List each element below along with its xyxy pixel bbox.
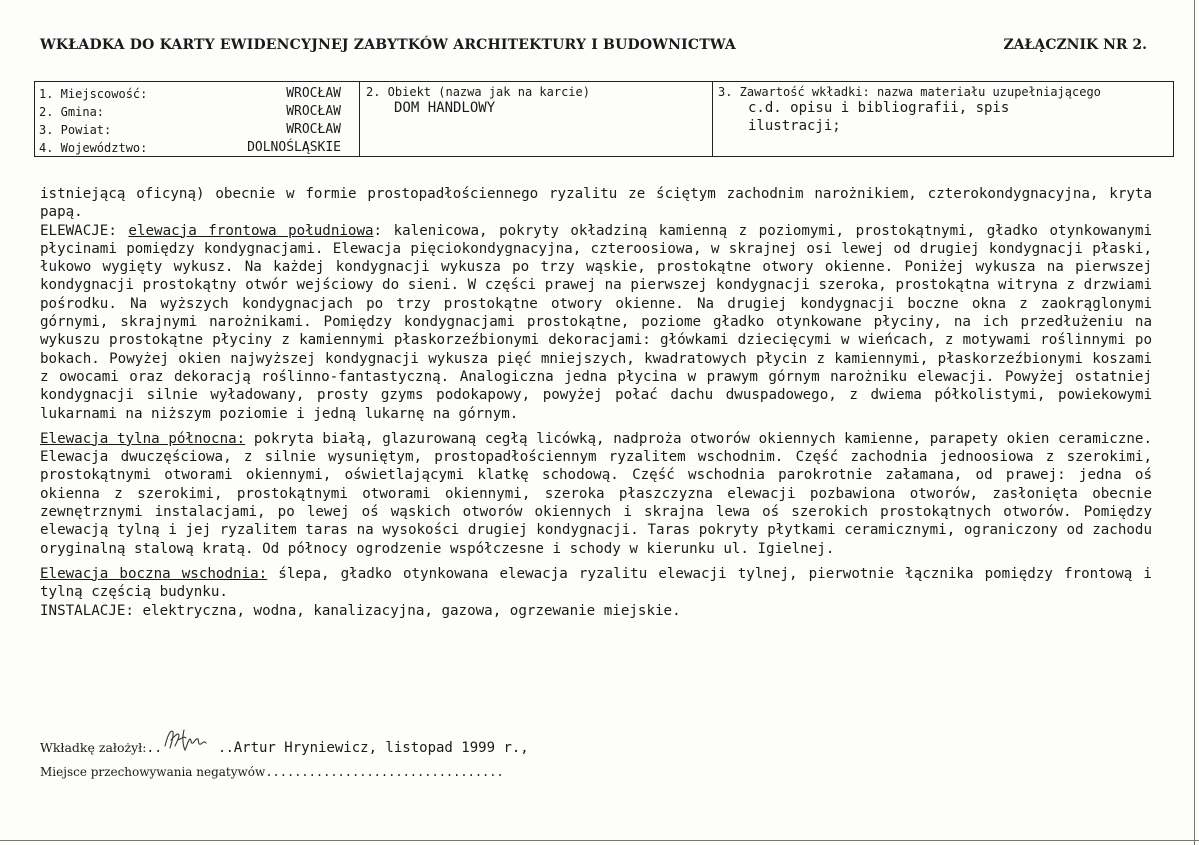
handwritten-signature	[162, 726, 218, 752]
negatives-location-dots: .................................	[265, 765, 504, 779]
created-by-dots: ..	[146, 741, 163, 756]
side-elevation-paragraph	[40, 565, 1152, 602]
negatives-location-label: Miejsce przechowywania negatywów	[40, 765, 266, 779]
side-elevation-heading: Elewacja boczna wschodnia:	[40, 565, 268, 582]
attachment-number: ZAŁĄCZNIK NR 2.	[1003, 37, 1147, 53]
location-label: 2. Gmina:	[39, 105, 105, 119]
location-value: DOLNOŚLĄSKIE	[247, 140, 341, 155]
location-label: 1. Miejscowość:	[39, 87, 148, 101]
object-value: DOM HANDLOWY	[394, 100, 496, 116]
elevations-paragraph	[40, 222, 1152, 423]
contents-value-line-1: c.d. opisu i bibliografii, spis	[748, 100, 1010, 116]
location-value: WROCŁAW	[286, 104, 341, 119]
contents-cell	[713, 82, 1173, 156]
elevations-label: ELEWACJE:	[40, 222, 129, 239]
location-row	[39, 85, 359, 103]
created-by-value: Artur Hryniewicz, listopad 1999 r.,	[233, 740, 529, 756]
created-by-dots: ..	[218, 741, 234, 756]
right-edge-line	[1194, 0, 1195, 845]
description-paragraph: istniejącą oficyną) obecnie w formie prostopadłościennego ryzalitu ze ściętym zachodnim narożnikiem, czterokondygnacyjna, kryta papą.	[40, 186, 1152, 221]
location-row	[39, 103, 359, 121]
rear-elevation-heading: Elewacja tylna północna:	[40, 430, 246, 447]
front-elevation-heading: elewacja frontowa południowa	[128, 222, 374, 239]
location-cell	[35, 82, 360, 156]
rear-elevation-text: pokryta białą, glazurowaną cegłą licówką, nadproża otworów okiennych kamienne, parapety okien ceramiczne. Elewacja dwuczęściowa, z silnie wysuniętym, prostopadłościennym ryzalitem wschodnim. Część zachodnia jednoosiowa z szerokimi, prostokątnymi otworami okiennymi, oświetlającymi klatkę schodową. Część wschodnia parokrotnie załamana, od prawej: jedna oś okienna z szerokimi, prostokątnymi otworami okiennymi, szeroka płaszczyzna elewacji pozbawiona otworów, zasłonięta obecnie zewnętrznymi instalacjami, po lewej oś wąskich otworów okiennych i skrajna lewa oś szerokich prostokątnych otworów. Pomiędzy elewacją tylną i jej ryzalitem taras na wysokości drugiej kondygnacji. Taras pokryty płytkami ceramicznymi, ograniczony od zachodu oryginalną stalową kratą. Od północy ogrodzenie współczesne i schody w kierunku ul. Igielnej.	[40, 430, 1152, 557]
side-elevation-text: ślepa, gładko otynkowana elewacja ryzalitu elewacji tylnej, pierwotnie łącznika pomiędzy frontową i tylną częścią budynku.	[40, 565, 1152, 601]
location-label: 3. Powiat:	[39, 123, 112, 137]
location-row	[39, 121, 359, 139]
document-title: WKŁADKA DO KARTY EWIDENCYJNEJ ZABYTKÓW ARCHITEKTURY I BUDOWNICTWA	[40, 37, 736, 53]
location-value: WROCŁAW	[286, 122, 341, 137]
object-label: 2. Obiekt (nazwa jak na karcie)	[366, 85, 590, 99]
bottom-edge-line	[0, 840, 1199, 841]
rear-elevation-paragraph	[40, 430, 1152, 558]
contents-value-line-2: ilustracji;	[748, 118, 841, 134]
created-by-label: Wkładkę założył:	[40, 740, 147, 755]
installations-paragraph: INSTALACJE: elektryczna, wodna, kanalizacyjna, gazowa, ogrzewanie miejskie.	[40, 602, 681, 619]
location-value: WROCŁAW	[286, 86, 341, 101]
negatives-location-line	[40, 765, 504, 779]
object-cell	[360, 82, 713, 156]
location-row	[39, 139, 359, 157]
location-label: 4. Województwo:	[39, 141, 148, 155]
front-elevation-text: : kalenicowa, pokryty okładziną kamienną z poziomymi, prostokątnymi, gładko otynkowanymi płycinami pomiędzy kondygnacjami. Elewacja pięciokondygnacyjna, czteroosiowa, w skrajnej osi lewej od drugiej kondygnacji płaski, łukowo wygięty wykusz. Na każdej kondygnacji wykusza po trzy wąskie, prostokątne otwory okienne. Poniżej wykusza na pierwszej kondygnacji prostokątny otwór wejściowy do sieni. W części prawej na pierwszej kondygnacji szeroka, prostokątna witryna z drzwiami pośrodku. Na wyższych kondygnacjach po trzy prostokątne otwory okienne. Na drugiej kondygnacji boczne okna z zaokrąglonymi górnymi, skrajnymi narożnikami. Pomiędzy kondygnacjami prostokątne, poziome gładko otynkowane płyciny, na ich przedłużeniu na wykuszu prostokątne płyciny z kamiennymi płaskorzeźbionymi dekoracjami: główkami dziecięcymi w wieńcach, z motywami roślinnymi po bokach. Powyżej okien najwyższej kondygnacji wykusza pięć mniejszych, kwadratowych płycin z kamiennymi, płaskorzeźbionymi koszami z owocami oraz dekoracją roślinno-fantastyczną. Analogiczna jedna płycina w prawym górnym narożniku elewacji. Powyżej ostatniej kondygnacji silnie wyładowany, prosty gzyms podokapowy, powyżej połać dachu dwuspadowego, z dwiema półkolistymi, powiekowymi lukarnami na niższym poziomie i jedną lukarnę na górnym.	[40, 222, 1152, 422]
created-by-line	[40, 726, 529, 756]
description-body	[40, 185, 1152, 620]
contents-label: 3. Zawartość wkładki: nazwa materiału uzupełniającego	[718, 85, 1101, 99]
info-table	[34, 81, 1174, 157]
